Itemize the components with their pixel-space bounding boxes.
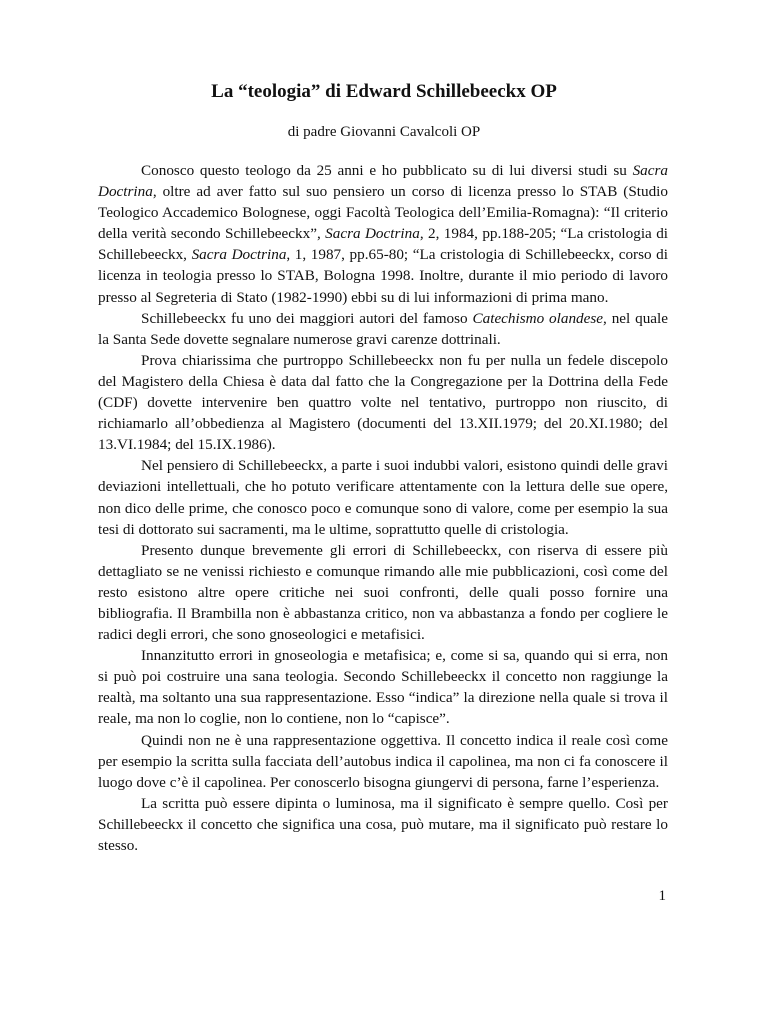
body-paragraph <box>98 793 668 856</box>
body-paragraph <box>98 455 668 539</box>
text-run: Conosco questo teologo da 25 anni e ho pubblicato su di lui diversi studi su <box>141 162 633 179</box>
text-run: , 2, 1984, pp.188-205; “La cristologia di Schillebeeckx, <box>98 225 669 264</box>
text-run: , 1, 1987, pp.65-80; “La cristologia di Schillebeeckx, corso di licenza in teologia presso lo STAB, Bologna 1998. Inoltre, durante il mio periodo di lavoro presso al Segreteria di Stato (1982-1990) ebbi su di lui informazioni di prima mano. <box>98 246 668 306</box>
document-author: di padre Giovanni Cavalcoli OP <box>287 124 481 140</box>
text-run: Nel pensiero di Schillebeeckx, a parte i suoi indubbi valori, esistono quindi delle gravi deviazioni intellettuali, che ho potuto verificare attentamente con la lettura delle sue opere, non dico delle prime, che conosco poco e comunque sono di valore, come per esempio la sua tesi di dottorato sui sacramenti, ma le ultime, soprattutto quelle di cristologia. <box>98 457 668 538</box>
body-paragraph <box>98 308 668 350</box>
italic-text: Sacra Doctrina <box>191 246 287 264</box>
text-run: Quindi non ne è una rappresentazione oggettiva. Il concetto indica il reale così come per esempio la scritta sulla facciata dell’autobus indica il capolinea, ma non ci fa conoscere il luogo dove c’è il capolinea. Per conoscerlo bisogna giungervi di persona, farne l’esperienza. <box>98 731 668 791</box>
body-paragraph <box>98 160 668 308</box>
text-run: , oltre ad aver fatto sul suo pensiero un corso di licenza presso lo STAB (Studio Teologico Accademico Bolognese, oggi Facoltà Teologica dell’Emilia-Romagna): “Il criterio della verità secondo Schillebeeckx”, <box>98 183 668 243</box>
text-run: Presento dunque brevemente gli errori di Schillebeeckx, con riserva di essere più dettagliato se ne venissi richiesto e comunque rimando alle mie pubblicazioni, così come del resto esistono altre opere critiche nei suoi confronti, delle quali posso fornire una bibliografia. Il Brambilla non è abbastanza critico, non va abbastanza a fondo per cogliere le radici degli errori, che sono gnoseologici e metafisici. <box>98 541 668 644</box>
text-run: La scritta può essere dipinta o luminosa, ma il significato è sempre quello. Così per Schillebeeckx il concetto che significa una cosa, può mutare, ma il significato può restare lo stesso. <box>98 794 668 854</box>
italic-text: Sacra Doctrina <box>325 225 420 243</box>
italic-text: Sacra Doctrina <box>98 162 668 201</box>
italic-text: Catechismo olandese <box>472 309 604 327</box>
document-title: La “teologia” di Edward Schillebeeckx OP <box>211 81 557 102</box>
text-run: Innanzitutto errori in gnoseologia e metafisica; e, come si sa, quando qui si erra, non si può poi costruire una sana teologia. Secondo Schillebeeckx il concetto non raggiunge la realtà, ma soltanto una sua rappresentazione. Esso “indica” la direzione nella quale si trova il reale, ma non lo coglie, non lo contiene, non lo “capisce”. <box>98 647 668 728</box>
text-run: Schillebeeckx fu uno dei maggiori autori del famoso <box>141 309 473 327</box>
body-paragraph <box>98 730 668 793</box>
text-run: , nel quale la Santa Sede dovette segnalare numerose gravi carenze dottrinali. <box>98 309 668 348</box>
body-paragraph <box>98 350 668 455</box>
text-run: Prova chiarissima che purtroppo Schillebeeckx non fu per nulla un fedele discepolo del Magistero della Chiesa è data dal fatto che la Congregazione per la Dottrina della Fede (CDF) dovette intervenire ben quattro volte nel tentativo, purtroppo non riuscito, di richiamarlo all’obbedienza al Magistero (documenti del 13.XII.1979; del 20.XI.1980; del 13.VI.1984; del 15.IX.1986). <box>98 351 668 454</box>
body-paragraph <box>98 645 668 729</box>
document-body <box>98 160 668 856</box>
page-number: 1 <box>658 888 666 904</box>
body-paragraph <box>98 540 668 645</box>
